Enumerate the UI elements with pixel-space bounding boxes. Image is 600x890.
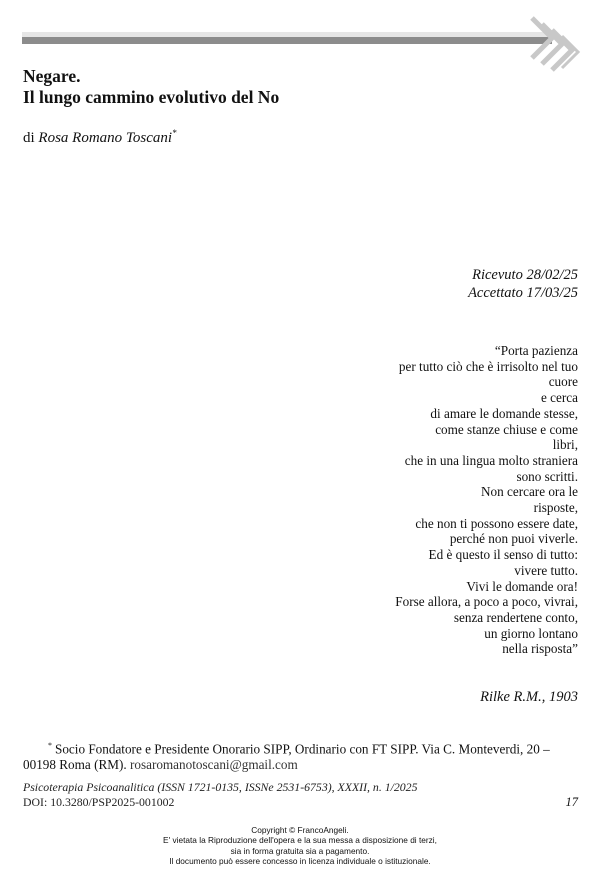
author-name: Rosa Romano Toscani	[38, 130, 173, 146]
copyright-notice	[0, 825, 600, 867]
copyright-line: Il documento può essere concesso in licenza individuale o istituzionale.	[169, 856, 431, 867]
epigraph-line: Vivi le domande ora!	[466, 578, 578, 594]
epigraph-line: Non cercare ora le	[480, 484, 578, 500]
author-line	[23, 128, 177, 147]
copyright-line: E' vietata la Riproduzione dell'opera e la sua messa a disposizione di terzi,	[163, 835, 437, 846]
epigraph-line: nella risposta”	[502, 641, 578, 657]
header-bar	[22, 32, 552, 44]
footnote-text: Socio Fondatore e Presidente Onorario SIPP, Ordinario con FT SIPP. Via C. Monteverdi, 20 – 00198 Roma (RM).	[23, 741, 550, 772]
chevron-arrows-icon	[526, 14, 582, 86]
journal-citation: Psicoterapia Psicoanalitica (ISSN 1721-0135, ISSNe 2531-6753), XXXII, n. 1/2025	[23, 780, 418, 794]
epigraph-quote	[308, 343, 578, 657]
title-line-2: Il lungo cammino evolutivo del No	[23, 87, 280, 107]
footnote-mark: *	[48, 741, 52, 750]
epigraph-line: che non ti possono essere date,	[415, 515, 578, 531]
epigraph-line: Ed è questo il senso di tutto:	[428, 547, 578, 563]
author-footnote	[23, 738, 579, 772]
epigraph-line: e cerca	[541, 390, 578, 406]
article-title	[23, 66, 279, 108]
epigraph-line: come stanze chiuse e come	[435, 421, 578, 437]
epigraph-source: Rilke R.M., 1903	[480, 689, 578, 705]
doi-text: DOI: 10.3280/PSP2025-001002	[23, 795, 175, 809]
author-footnote-mark: *	[172, 128, 177, 138]
epigraph-line: risposte,	[533, 500, 578, 516]
epigraph-line: cuore	[548, 374, 578, 390]
received-date: Ricevuto 28/02/25	[472, 267, 578, 283]
copyright-line: sia in forma gratuita sia a pagamento.	[230, 845, 370, 856]
epigraph-line: libri,	[552, 437, 578, 453]
accepted-date: Accettato 17/03/25	[468, 285, 578, 301]
epigraph-line: un giorno lontano	[484, 625, 578, 641]
author-prefix: di	[23, 130, 35, 146]
author-email-link[interactable]: rosaromanotoscani@gmail.com	[129, 756, 298, 772]
epigraph-line: che in una lingua molto straniera	[404, 452, 578, 468]
epigraph-line: perché non puoi viverle.	[449, 531, 578, 547]
epigraph-line: Forse allora, a poco a poco, vivrai,	[395, 594, 578, 610]
submission-dates	[468, 266, 578, 302]
epigraph-line: senza rendertene conto,	[453, 609, 578, 625]
title-line-1: Negare.	[23, 66, 81, 86]
epigraph-line: di amare le domande stesse,	[430, 405, 578, 421]
epigraph-line: “Porta pazienza	[494, 343, 578, 358]
page-number: 17	[565, 795, 578, 809]
copyright-line: Copyright © FrancoAngeli.	[251, 825, 349, 835]
epigraph-line: per tutto ciò che è irrisolto nel tuo	[398, 358, 578, 374]
epigraph-line: vivere tutto.	[514, 562, 578, 578]
epigraph-line: sono scritti.	[516, 468, 578, 484]
